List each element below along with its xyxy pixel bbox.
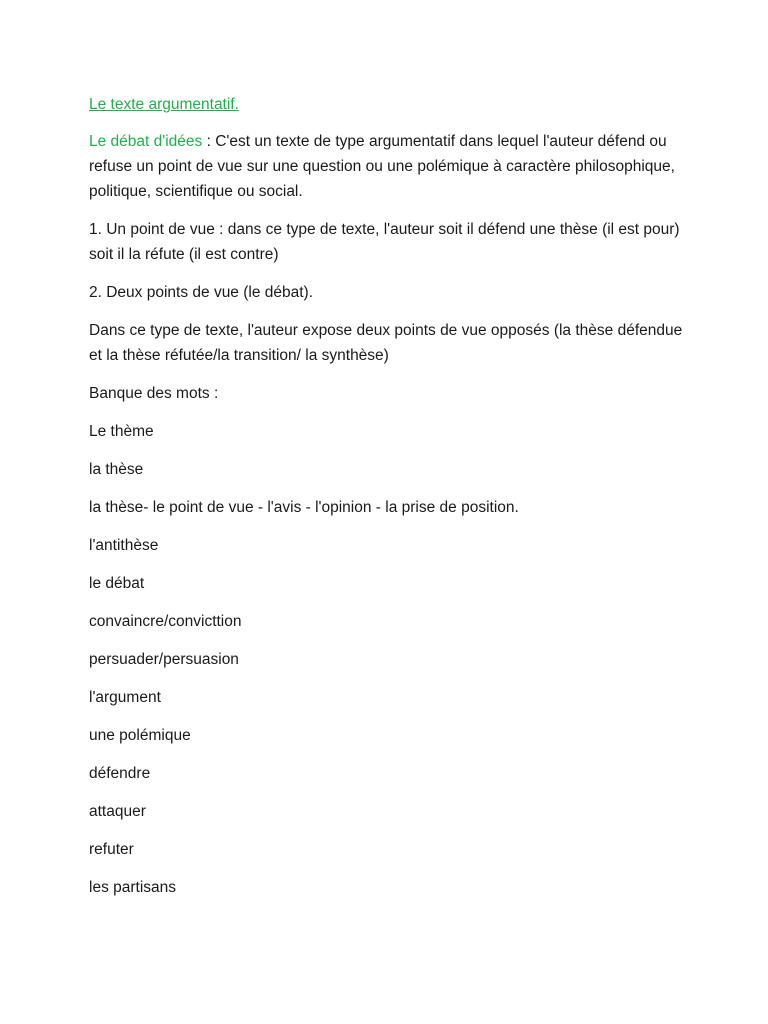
word-bank-item: les partisans xyxy=(89,879,177,896)
intro-term: Le débat d'idées xyxy=(89,133,203,150)
word-bank-list xyxy=(89,419,689,900)
word-bank-item: défendre xyxy=(89,765,151,782)
document-title: Le texte argumentatif. xyxy=(89,96,239,113)
word-bank-item: refuter xyxy=(89,841,134,858)
word-bank-item: attaquer xyxy=(89,803,146,820)
intro-paragraph xyxy=(89,129,689,204)
word-bank-item: la thèse- le point de vue - l'avis - l'opinion - la prise de position. xyxy=(89,499,519,516)
intro-text: : C'est un texte de type argumentatif dans lequel l'auteur défend ou refuse un point de vue sur une question ou une polémique à caractère philosophique, politique, scientifique ou social. xyxy=(89,133,675,200)
paragraph-one-viewpoint: 1. Un point de vue : dans ce type de texte, l'auteur soit il défend une thèse (il est pour) soit il la réfute (il est contre) xyxy=(89,221,680,263)
paragraph-debate-explanation: Dans ce type de texte, l'auteur expose deux points de vue opposés (la thèse défendue et la thèse réfutée/la transition/ la synthèse) xyxy=(89,322,683,364)
word-bank-item: le débat xyxy=(89,575,145,592)
document-page xyxy=(89,92,689,913)
word-bank-item: l'argument xyxy=(89,689,161,706)
paragraph-two-viewpoints: 2. Deux points de vue (le débat). xyxy=(89,284,314,301)
word-bank-item: la thèse xyxy=(89,461,144,478)
word-bank-item: Le thème xyxy=(89,423,154,440)
word-bank-item: l'antithèse xyxy=(89,537,159,554)
word-bank-item: persuader/persuasion xyxy=(89,651,239,668)
word-bank-item: convaincre/convicttion xyxy=(89,613,242,630)
word-bank-heading: Banque des mots : xyxy=(89,385,219,402)
word-bank-item: une polémique xyxy=(89,727,191,744)
